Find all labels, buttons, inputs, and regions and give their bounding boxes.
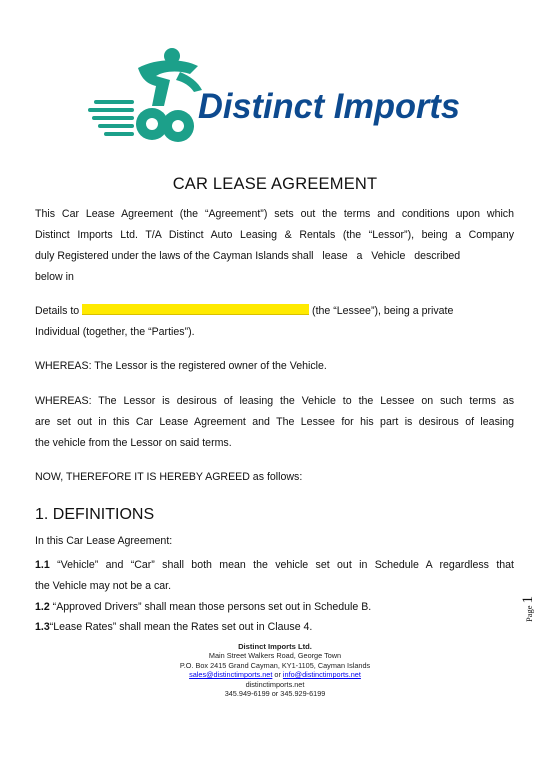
whereas-1: WHEREAS: The Lessor is the registered owner of the Vehicle. xyxy=(35,360,327,372)
footer-or: or xyxy=(272,670,283,680)
now-therefore: NOW, THEREFORE IT IS HEREBY AGREED as follows: xyxy=(35,471,303,483)
lessee-name-blank[interactable] xyxy=(82,304,309,315)
intro-line-2: Distinct Imports Ltd. T/A Distinct Auto Leasing & Rentals (the “Lessor”), being a Company xyxy=(35,229,514,241)
details-suffix: (the “Lessee”), being a private xyxy=(309,305,454,317)
details-prefix: Details to xyxy=(35,305,83,317)
details-line xyxy=(35,301,514,322)
definition-1-3 xyxy=(35,617,514,638)
whereas-2-line-3: the vehicle from the Lessor on said terms. xyxy=(35,437,232,449)
footer-company: Distinct Imports Ltd. xyxy=(238,642,312,651)
definition-number: 1.1 xyxy=(35,559,50,571)
section-heading-definitions: 1. DEFINITIONS xyxy=(35,506,155,523)
page-number xyxy=(522,588,534,630)
sales-email-link[interactable]: sales@distinctimports.net xyxy=(189,670,273,680)
document-title: CAR LEASE AGREEMENT xyxy=(172,175,378,193)
intro-line-3: duly Registered under the laws of the Cayman Islands shall lease a Vehicle described xyxy=(35,250,461,262)
footer-emails xyxy=(0,670,550,679)
footer-address-2: P.O. Box 2415 Grand Cayman, KY1-1105, Cayman Islands xyxy=(179,660,371,670)
definition-text: “Vehicle” and “Car” shall both mean the vehicle set out in Schedule A regardless that xyxy=(49,559,514,571)
definition-1-1-line-2: the Vehicle may not be a car. xyxy=(35,580,172,592)
details-line-2: Individual (together, the “Parties”). xyxy=(35,326,195,338)
footer xyxy=(0,642,550,698)
logo-mark xyxy=(88,48,202,142)
company-logo xyxy=(86,40,466,162)
info-email-link[interactable]: info@distinctimports.net xyxy=(282,670,361,680)
definition-text: “Approved Drivers” shall mean those persons set out in Schedule B. xyxy=(49,601,372,613)
footer-website: distinctimports.net xyxy=(245,679,305,689)
logo-wordmark: Distinct Imports xyxy=(198,87,460,126)
intro-line-4: below in xyxy=(35,271,74,283)
page-number-value: 1 xyxy=(520,595,536,604)
page-label: Page xyxy=(524,605,534,623)
definition-1-2 xyxy=(35,597,514,618)
definition-number: 1.3 xyxy=(35,621,50,633)
footer-address-1: Main Street Walkers Road, George Town xyxy=(208,651,342,661)
intro-line-1: This Car Lease Agreement (the “Agreement”) sets out the terms and conditions upon which xyxy=(35,208,514,220)
definitions-intro: In this Car Lease Agreement: xyxy=(35,535,173,547)
definition-number: 1.2 xyxy=(35,601,50,613)
definition-1-1-line-1 xyxy=(35,555,514,576)
definition-text: “Lease Rates” shall mean the Rates set out in Clause 4. xyxy=(49,621,313,633)
whereas-2-line-2: are set out in this Car Lease Agreement and The Lessee for his part is desirous of leasing xyxy=(35,416,514,428)
footer-phones: 345.949-6199 or 345.929-6199 xyxy=(224,689,326,699)
whereas-2-line-1: WHEREAS: The Lessor is desirous of leasing the Vehicle to the Lessee on such terms as xyxy=(35,395,514,407)
